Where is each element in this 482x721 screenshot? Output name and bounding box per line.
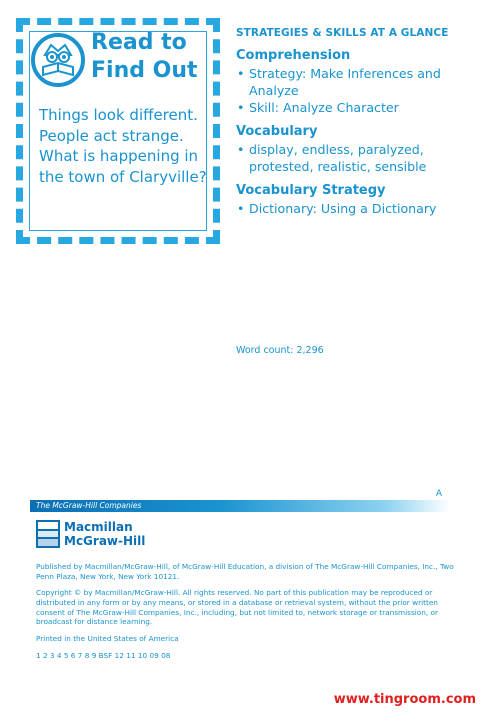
read-box-title-line1: Read to bbox=[91, 30, 187, 55]
read-box-title-line2: Find Out bbox=[91, 58, 198, 83]
brand-line2: McGraw-Hill bbox=[64, 534, 146, 548]
published-by-text: Published by Macmillan/McGraw-Hill, of McGraw-Hill Education, a division of The McGraw-Hill Companies, Inc., Two Penn Plaza, New York, New York 10121. bbox=[36, 562, 454, 581]
vocabulary-strategy-heading: Vocabulary Strategy bbox=[236, 183, 386, 198]
list-item: • display, endless, paralyzed, protested, realistic, sensible bbox=[236, 141, 472, 175]
list-item: • Strategy: Make Inferences and Analyze bbox=[236, 65, 472, 99]
comprehension-heading: Comprehension bbox=[236, 48, 351, 63]
macmillan-mcgraw-hill-logo-icon bbox=[36, 520, 60, 548]
watermark-text: www.tingroom.com bbox=[333, 692, 476, 707]
publisher-band-text: The McGraw-Hill Companies bbox=[36, 501, 142, 510]
printed-in-text: Printed in the United States of America bbox=[36, 634, 179, 643]
strategies-skills-column bbox=[236, 27, 472, 225]
publisher-brand bbox=[64, 520, 145, 548]
reading-owl-icon bbox=[31, 33, 85, 87]
grade-letter: A bbox=[435, 489, 442, 499]
comprehension-list bbox=[236, 65, 472, 116]
vocabulary-list bbox=[236, 141, 472, 175]
brand-line1: Macmillan bbox=[64, 520, 133, 534]
read-to-find-out-box bbox=[16, 18, 220, 244]
publisher-band bbox=[30, 500, 450, 512]
read-box-title bbox=[91, 29, 217, 85]
strategies-heading: STRATEGIES & SKILLS AT A GLANCE bbox=[236, 27, 449, 39]
read-box-question: Things look different. People act strange. What is happening in the town of Claryville? bbox=[39, 106, 207, 186]
list-item: • Skill: Analyze Character bbox=[236, 99, 472, 116]
print-run-numbers: 1 2 3 4 5 6 7 8 9 BSF 12 11 10 09 08 bbox=[36, 651, 171, 660]
word-count: Word count: 2,296 bbox=[236, 345, 324, 356]
vocabulary-strategy-list bbox=[236, 200, 472, 217]
copyright-text: Copyright © by Macmillan/McGraw-Hill. All rights reserved. No part of this publication may be reproduced or distributed in any form or by any means, or stored in a database or retrieval system, without the prior written consent of The McGraw-Hill Companies, Inc., including, but not limited to, network storage or transmission, or broadcast for distance learning. bbox=[36, 588, 438, 627]
vocabulary-heading: Vocabulary bbox=[236, 124, 318, 139]
list-item: • Dictionary: Using a Dictionary bbox=[236, 200, 472, 217]
